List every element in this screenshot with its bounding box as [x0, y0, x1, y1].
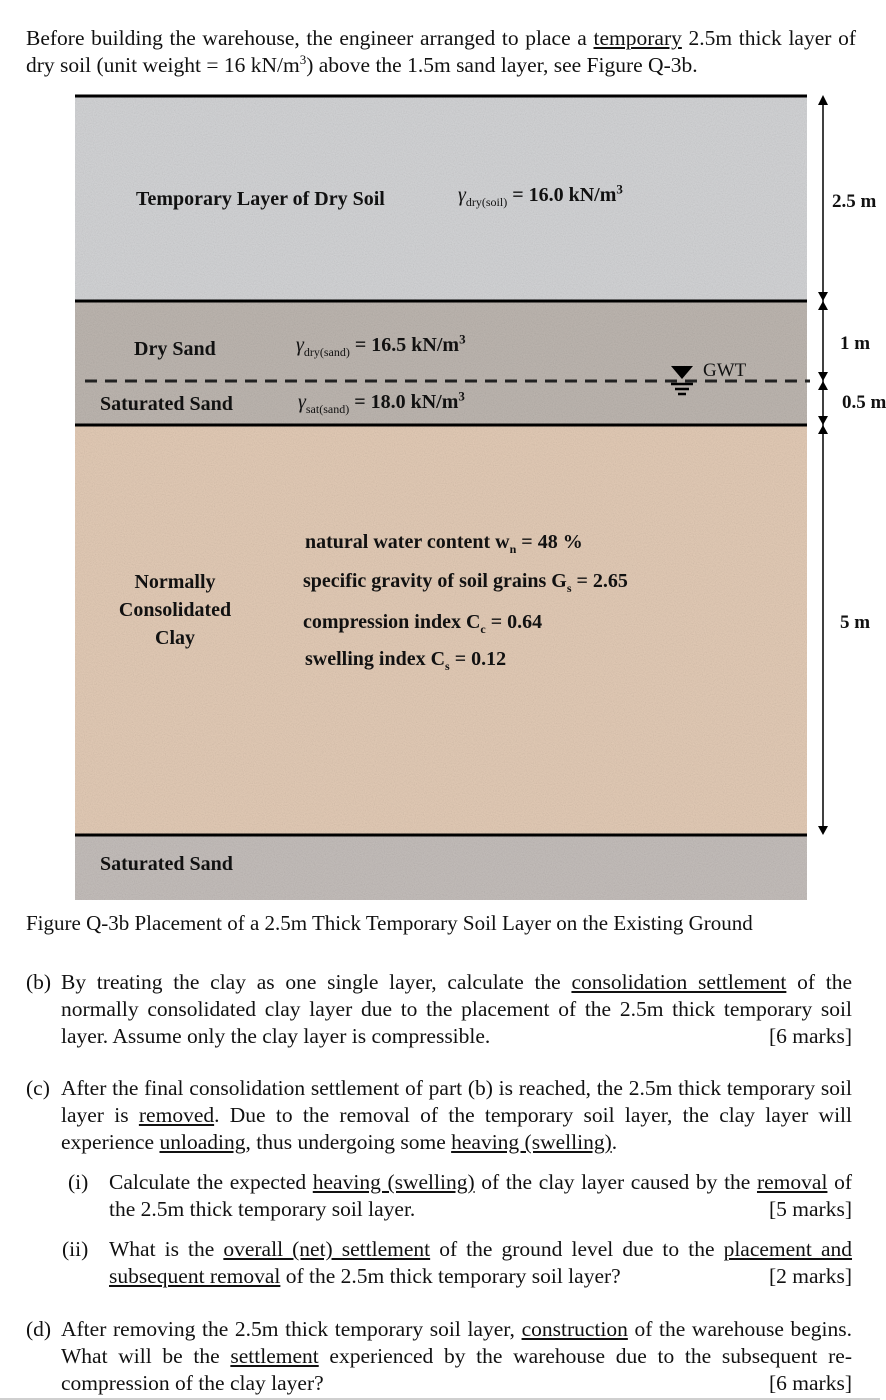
qd-marks: [6 marks] — [769, 1371, 852, 1395]
dimension-labels — [830, 0, 886, 910]
gamma-subscript: dry(soil) — [465, 195, 508, 209]
temporary-layer-gamma — [458, 181, 623, 209]
wn-sub: n — [509, 542, 517, 556]
gamma-symbol: γ — [298, 391, 306, 413]
clay-compression-index — [303, 611, 542, 634]
gamma-symbol: γ — [458, 184, 466, 206]
question-c-ii-label: (ii) — [62, 1237, 89, 1261]
clay-swelling-index — [305, 648, 506, 671]
qd-text-2: of the warehouse begins. What will be the — [61, 1317, 852, 1368]
sat-sand-gamma — [298, 388, 465, 416]
intro-text-2: 2.5m thick layer of dry soil (unit weight = 16 kN/m — [26, 26, 856, 77]
intro-sup: 3 — [299, 51, 307, 67]
cs-label: swelling index C — [305, 648, 446, 670]
dim-arrow-3a — [818, 416, 828, 425]
question-c — [26, 1075, 852, 1156]
qcii-text-3: of the 2.5m thick temporary soil layer? — [280, 1264, 621, 1288]
clay-name — [110, 568, 240, 652]
question-c-i-body — [109, 1169, 852, 1223]
dim-arrow-2b — [818, 381, 828, 390]
qb-marks: [6 marks] — [769, 1024, 852, 1048]
gamma-value: = 16.5 kN/m — [349, 334, 460, 356]
clay-specific-gravity — [303, 570, 628, 593]
qb-underline-1: consolidation settlement — [571, 970, 787, 994]
qcii-marks: [2 marks] — [769, 1264, 852, 1288]
question-c-ii — [62, 1236, 852, 1290]
qci-text-2: of the clay layer caused by the — [474, 1170, 757, 1194]
qci-underline-1: heaving (swelling) — [312, 1170, 475, 1194]
dry-sand-gamma — [296, 331, 466, 359]
cc-sub: c — [480, 622, 486, 636]
qci-underline-2: removal — [756, 1170, 828, 1194]
qc-text-4: . — [611, 1130, 618, 1154]
qc-underline-1: removed — [138, 1103, 215, 1127]
sat-sand-name: Saturated Sand — [100, 393, 233, 415]
question-c-label: (c) — [26, 1076, 50, 1100]
gs-label: specific gravity of soil grains G — [303, 570, 567, 592]
question-b — [26, 969, 852, 1050]
qcii-underline-2: placement and subsequent removal — [109, 1237, 853, 1288]
dim-label-1m: 1 m — [840, 333, 871, 354]
qd-underline-1: construction — [521, 1317, 628, 1341]
qcii-text-1: What is the — [109, 1237, 224, 1261]
qd-underline-2: settlement — [230, 1344, 319, 1368]
gs-sub: s — [566, 581, 572, 595]
question-c-i-label: (i) — [68, 1170, 89, 1194]
dry-sand-name: Dry Sand — [134, 338, 216, 360]
qci-marks: [5 marks] — [769, 1197, 852, 1221]
cc-label: compression index C — [303, 611, 481, 633]
question-b-label: (b) — [26, 970, 52, 994]
temporary-layer-name: Temporary Layer of Dry Soil — [136, 188, 385, 210]
dim-label-5m: 5 m — [840, 612, 871, 633]
question-c-i — [68, 1169, 852, 1223]
gs-value: = 2.65 — [571, 570, 628, 592]
qc-text-2: . Due to the removal of the temporary soil layer, the clay layer will experience — [61, 1103, 852, 1154]
dim-arrow-1a — [818, 292, 828, 301]
gamma-sup: 3 — [616, 181, 623, 197]
bottom-sand-name: Saturated Sand — [100, 853, 233, 875]
qci-text-1: Calculate the expected — [109, 1170, 313, 1194]
clay-name-line-1: Normally — [134, 571, 216, 593]
intro-text-3: ) above the 1.5m sand layer, see Figure Q-3b. — [306, 53, 698, 77]
question-c-body — [61, 1075, 852, 1156]
qd-text-1: After removing the 2.5m thick temporary soil layer, — [61, 1317, 522, 1341]
intro-temporary: temporary — [593, 26, 682, 50]
gwt-label: GWT — [703, 360, 747, 381]
dim-arrow-2a — [818, 372, 828, 381]
qc-text-3: , thus undergoing some — [245, 1130, 452, 1154]
gamma-symbol: γ — [296, 334, 304, 356]
clay-name-line-3: Clay — [155, 627, 195, 649]
dim-arrow-top — [818, 95, 828, 105]
gamma-subscript: sat(sand) — [305, 402, 350, 416]
qb-text-1: By treating the clay as one single layer, calculate the — [61, 970, 572, 994]
question-b-body — [61, 969, 852, 1050]
figure-caption: Figure Q-3b Placement of a 2.5m Thick Temporary Soil Layer on the Existing Ground — [26, 911, 753, 935]
gamma-value: = 16.0 kN/m — [507, 184, 617, 206]
qc-underline-2: unloading — [159, 1130, 246, 1154]
dim-label-2-5m: 2.5 m — [832, 191, 877, 212]
dim-arrow-3b — [818, 425, 828, 434]
qb-text-2: of the normally consolidated clay layer due to the placement of the 2.5m thick temporary soil layer. Assume only the clay layer is compressible. — [61, 970, 852, 1048]
dim-arrow-bottom — [818, 826, 828, 835]
wn-label: natural water content w — [305, 531, 510, 553]
gamma-subscript: dry(sand) — [303, 345, 350, 359]
qc-text-1: After the final consolidation settlement of part (b) is reached, the 2.5m thick temporary soil layer is — [61, 1076, 852, 1127]
question-d — [26, 1316, 852, 1397]
cs-sub: s — [445, 659, 450, 673]
cs-value: = 0.12 — [449, 648, 507, 670]
qd-text-3: experienced by the warehouse due to the subsequent re-compression of the clay layer? — [61, 1344, 852, 1395]
qcii-underline-1: overall (net) settlement — [223, 1237, 431, 1261]
gamma-sup: 3 — [459, 331, 466, 347]
clay-water-content — [305, 531, 583, 554]
gamma-sup: 3 — [458, 388, 465, 404]
clay-name-line-2: Consolidated — [118, 599, 232, 621]
question-d-body — [61, 1316, 852, 1397]
dim-label-0-5m: 0.5 m — [842, 392, 886, 413]
question-d-label: (d) — [26, 1317, 52, 1341]
qci-text-3: of the 2.5m thick temporary soil layer. — [109, 1170, 852, 1221]
question-c-ii-body — [109, 1236, 852, 1290]
gamma-value: = 18.0 kN/m — [349, 391, 459, 413]
dim-arrow-1b — [818, 301, 828, 310]
qc-underline-3: heaving (swelling) — [451, 1130, 612, 1154]
cc-value: = 0.64 — [485, 611, 543, 633]
intro-text-1: Before building the warehouse, the engineer arranged to place a — [26, 26, 594, 50]
wn-value: = 48 % — [516, 531, 583, 553]
qcii-text-2: of the ground level due to the — [430, 1237, 724, 1261]
